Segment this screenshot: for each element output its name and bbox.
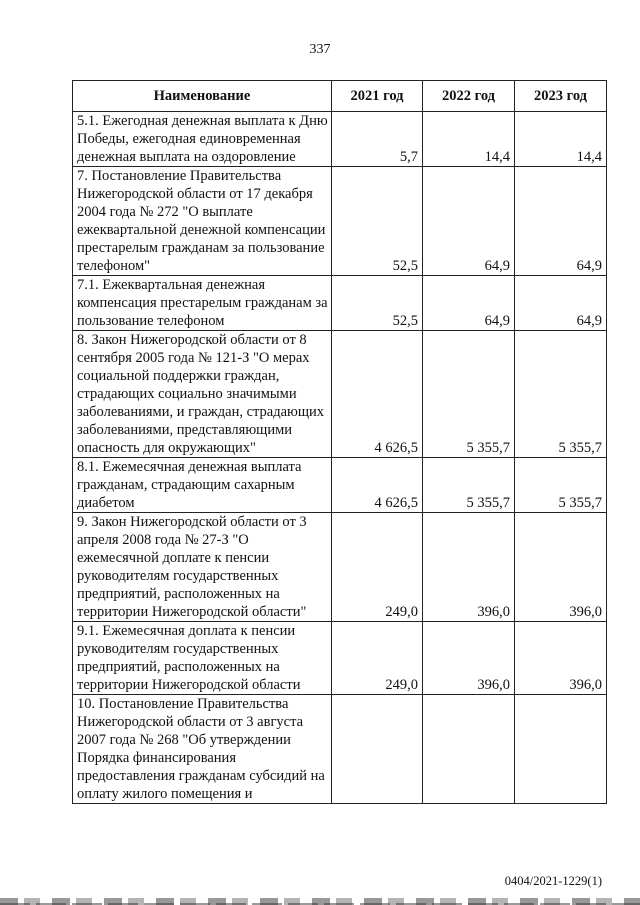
row-value-2022: 396,0 xyxy=(423,513,515,622)
row-value-2023: 5 355,7 xyxy=(515,458,607,513)
row-value-2023: 396,0 xyxy=(515,513,607,622)
row-value-2021: 249,0 xyxy=(332,513,423,622)
table-row xyxy=(73,695,607,804)
row-name: 5.1. Ежегодная денежная выплата к Дню Победы, ежегодная единовременная денежная выплата на оздоровление xyxy=(73,112,332,167)
row-value-2021: 52,5 xyxy=(332,276,423,331)
row-name: 8. Закон Нижегородской области от 8 сентября 2005 года № 121-З "О мерах социальной поддержки граждан, страдающих социально значимыми заболеваниями, и граждан, страдающих заболеваниями, представляющими опасность для окружающих" xyxy=(73,331,332,458)
page-number: 337 xyxy=(309,42,331,57)
row-value-2021 xyxy=(332,695,423,804)
row-value-2021: 52,5 xyxy=(332,167,423,276)
table-row xyxy=(73,458,607,513)
row-name: 9.1. Ежемесячная доплата к пенсии руководителям государственных предприятий, расположенных на территории Нижегородской области xyxy=(73,622,332,695)
row-value-2022: 64,9 xyxy=(423,276,515,331)
table-row xyxy=(73,276,607,331)
row-name: 9. Закон Нижегородской области от 3 апреля 2008 года № 27-З "О ежемесячной доплате к пенсии руководителям государственных предприятий, расположенных на территории Нижегородской области" xyxy=(73,513,332,622)
row-value-2023 xyxy=(515,695,607,804)
header-name: Наименование xyxy=(73,81,332,112)
table-header-row xyxy=(73,81,607,112)
row-value-2023: 396,0 xyxy=(515,622,607,695)
table-row xyxy=(73,167,607,276)
row-name: 8.1. Ежемесячная денежная выплата гражданам, страдающим сахарным диабетом xyxy=(73,458,332,513)
table-row xyxy=(73,622,607,695)
row-value-2022: 396,0 xyxy=(423,622,515,695)
row-name: 7. Постановление Правительства Нижегородской области от 17 декабря 2004 года № 272 "О выплате ежеквартальной денежной компенсации престарелым гражданам за пользование телефоном" xyxy=(73,167,332,276)
row-value-2023: 14,4 xyxy=(515,112,607,167)
table-row xyxy=(73,112,607,167)
row-value-2022: 14,4 xyxy=(423,112,515,167)
header-2022: 2022 год xyxy=(423,81,515,112)
row-value-2021: 5,7 xyxy=(332,112,423,167)
row-value-2021: 249,0 xyxy=(332,622,423,695)
header-2021: 2021 год xyxy=(332,81,423,112)
row-value-2023: 5 355,7 xyxy=(515,331,607,458)
table-row xyxy=(73,331,607,458)
row-value-2023: 64,9 xyxy=(515,167,607,276)
row-value-2022 xyxy=(423,695,515,804)
row-value-2022: 5 355,7 xyxy=(423,331,515,458)
header-2023: 2023 год xyxy=(515,81,607,112)
table-row xyxy=(73,513,607,622)
row-name: 10. Постановление Правительства Нижегородской области от 3 августа 2007 года № 268 "Об утверждении Порядка финансирования предоставления гражданам субсидий на оплату жилого помещения и xyxy=(73,695,332,804)
row-value-2022: 64,9 xyxy=(423,167,515,276)
document-code: 0404/2021-1229(1) xyxy=(504,874,602,888)
row-name: 7.1. Ежеквартальная денежная компенсация престарелым гражданам за пользование телефоном xyxy=(73,276,332,331)
row-value-2023: 64,9 xyxy=(515,276,607,331)
budget-table xyxy=(72,80,607,804)
row-value-2022: 5 355,7 xyxy=(423,458,515,513)
row-value-2021: 4 626,5 xyxy=(332,458,423,513)
row-value-2021: 4 626,5 xyxy=(332,331,423,458)
